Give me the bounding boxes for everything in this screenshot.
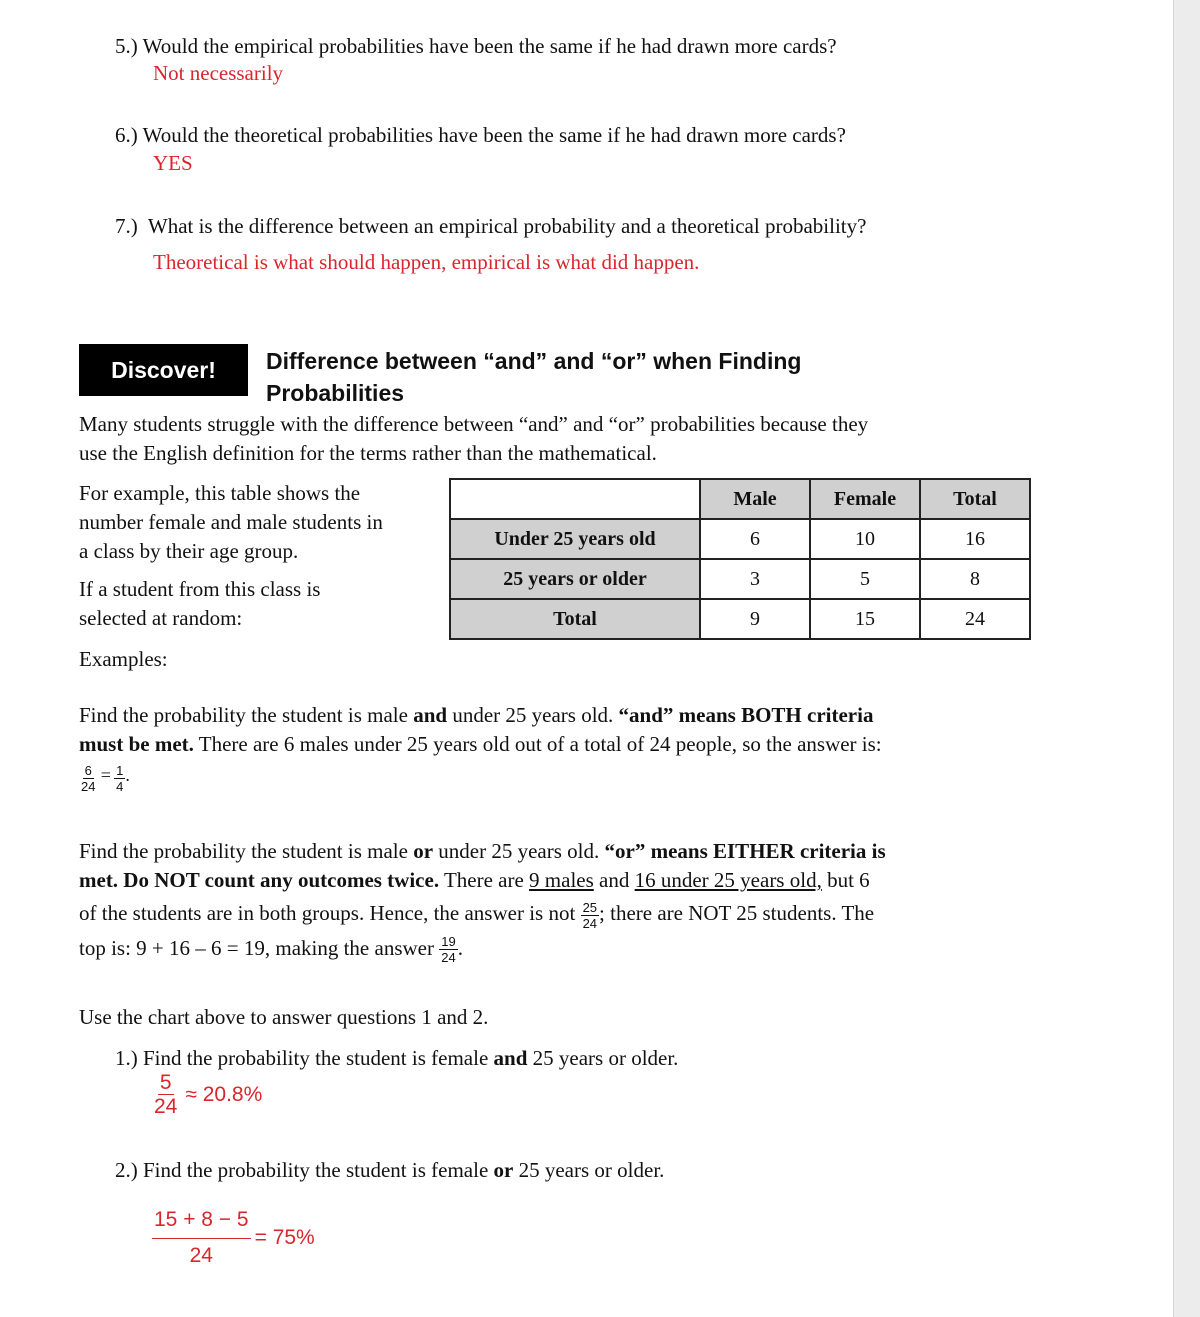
table-header: Male	[700, 479, 810, 519]
random-selection-text: If a student from this class is selected at random:	[79, 577, 321, 630]
row-label: Under 25 years old	[450, 519, 700, 559]
example-and-fraction: $\frac{6}{24}$ = $\frac{1}{4}$ .	[81, 762, 130, 794]
table-cell: 3	[700, 559, 810, 599]
table-corner-cell	[450, 479, 700, 519]
table-header: Total	[920, 479, 1030, 519]
question-5: 5.) Would the empirical probabilities have been the same if he had drawn more cards?	[115, 34, 837, 58]
table-cell: 9	[700, 599, 810, 639]
page-edge-scrollbar[interactable]	[1173, 0, 1200, 1317]
discover-badge: Discover!	[79, 344, 248, 396]
example-description: For example, this table shows the number female and male students in a class by their age group.	[79, 481, 383, 563]
intro-paragraph: Many students struggle with the difference between “and” and “or” probabilities because they use the English definition for the terms rather than the mathematical.	[79, 412, 869, 465]
table-cell: 8	[920, 559, 1030, 599]
table-row	[450, 599, 1030, 639]
section-heading: Difference between “and” and “or” when Finding Probabilities	[266, 348, 802, 406]
table-cell: 6	[700, 519, 810, 559]
question-6: 6.) Would the theoretical probabilities have been the same if he had drawn more cards?	[115, 123, 846, 147]
table-row	[450, 559, 1030, 599]
table-cell: 10	[810, 519, 920, 559]
example-and-paragraph: Find the probability the student is male and under 25 years old. “and” means BOTH criteria must be met. There are 6 males under 25 years old out of a total of 24 people, so the answer is: $\frac{6}{24}$ = $\frac{1}{4}$ .	[79, 701, 1079, 793]
answer-6: YES	[153, 151, 193, 175]
row-label: Total	[450, 599, 700, 639]
question-2: 2.) Find the probability the student is female or 25 years or older.	[115, 1158, 665, 1182]
answer-1: $\frac{5}{24}$ ≈ 20.8%	[154, 1071, 263, 1118]
example-or-paragraph: Find the probability the student is male or under 25 years old. “or” means EITHER criteria is met. Do NOT count any outcomes twice. There are 9 males and 16 under 25 years old, but 6 of the students are in both groups. Hence, the answer is not $\frac{25}{24}$ ; there are NOT 25 students. The top is: 9 + 16 – 6 = 19, making the answer $\frac{19}{24}$ .	[79, 839, 886, 966]
table-cell: 5	[810, 559, 920, 599]
table-cell: 15	[810, 599, 920, 639]
chart-prompt: Use the chart above to answer questions 1 and 2.	[79, 1005, 489, 1029]
question-1: 1.) Find the probability the student is female and 25 years or older.	[115, 1046, 679, 1070]
table-cell: 16	[920, 519, 1030, 559]
answer-5: Not necessarily	[153, 61, 284, 85]
student-age-gender-table	[449, 478, 1031, 640]
row-label: 25 years or older	[450, 559, 700, 599]
question-7: 7.) What is the difference between an empirical probability and a theoretical probability?	[115, 214, 867, 238]
answer-7: Theoretical is what should happen, empirical is what did happen.	[153, 250, 700, 274]
table-header: Female	[810, 479, 920, 519]
table-header-row	[450, 479, 1030, 519]
table-row	[450, 519, 1030, 559]
answer-2: $\frac{15 + 8 - 5}{24}$ = 75%	[154, 1208, 315, 1267]
examples-label: Examples:	[79, 647, 168, 671]
table-cell: 24	[920, 599, 1030, 639]
